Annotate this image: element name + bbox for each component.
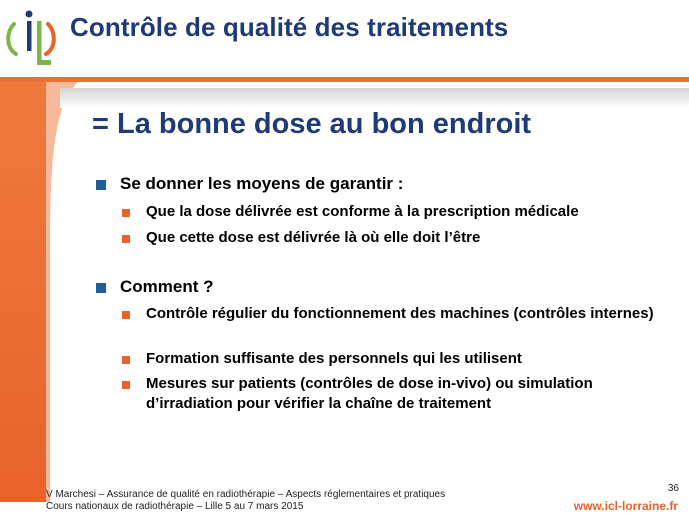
bullet-square-icon (122, 209, 130, 217)
list-item: Mesures sur patients (contrôles de dose in-vivo) ou simulation d’irradiation pour vérifier la chaîne de traitement (146, 375, 593, 412)
bullet-square-icon (122, 235, 130, 243)
list-item: Formation suffisante des personnels qui les utilisent (146, 350, 522, 367)
header-shadow (60, 88, 689, 108)
bullet-square-icon (96, 180, 106, 190)
list-item: Que la dose délivrée est conforme à la prescription médicale (146, 203, 579, 220)
list-item: Que cette dose est délivrée là où elle doit l’être (146, 229, 481, 246)
website-url: www.icl-lorraine.fr (573, 499, 678, 513)
slide-subtitle: = La bonne dose au bon endroit (92, 108, 532, 140)
icl-logo (4, 8, 60, 72)
section-heading: Comment ? (120, 277, 214, 296)
page-number: 36 (667, 483, 679, 494)
bullet-square-icon (122, 356, 130, 364)
bullet-square-icon (96, 283, 106, 293)
slide-title: Contrôle de qualité des traitements (70, 12, 509, 42)
decorative-curve (0, 82, 130, 502)
bullet-square-icon (122, 311, 130, 319)
section-heading: Se donner les moyens de garantir : (120, 174, 404, 193)
list-item: Contrôle régulier du fonctionnement des machines (contrôles internes) (146, 305, 654, 322)
bullet-square-icon (122, 381, 130, 389)
footer-course-line: Cours nationaux de radiothérapie – Lille 5 au 7 mars 2015 (46, 501, 304, 512)
footer-author-line: V Marchesi – Assurance de qualité en radiothérapie – Aspects réglementaires et pratiques (46, 489, 446, 500)
